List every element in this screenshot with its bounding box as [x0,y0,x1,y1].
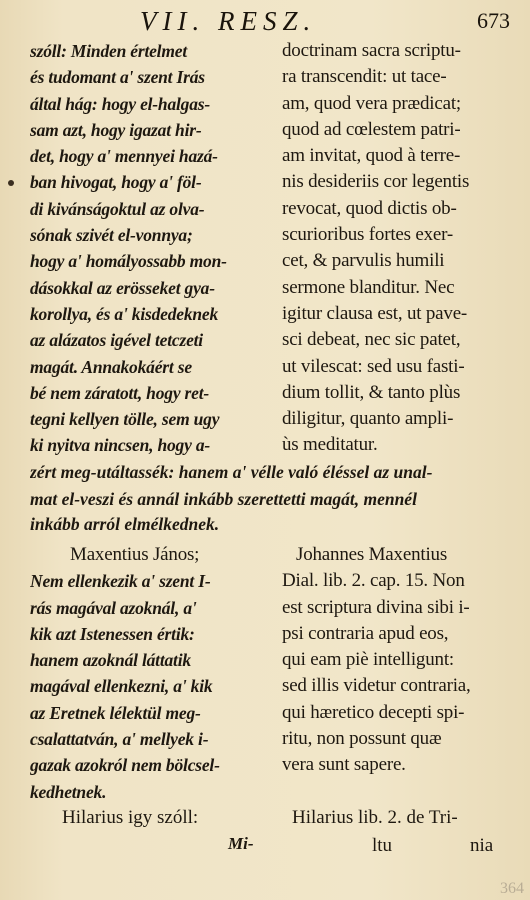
text-line: ritu, non possunt quæ [282,728,442,750]
text-line: ut vilescat: sed usu fasti- [282,355,465,377]
text-line: korollya, és a' kisdedeknek [30,303,219,324]
text-line: tegni kellyen tölle, sem ugy [30,409,220,430]
text-line: ra transcendit: ut tace- [282,66,447,88]
text-line: qui eam piè intelligunt: [282,649,454,671]
text-line: sónak szivét el-vonnya; [30,225,193,246]
text-line: az Eretnek lélektül meg- [30,702,201,723]
page-number: 673 [477,8,510,33]
text-line: sam azt, hogy igazat hir- [30,119,202,140]
text-line: által hág: hogy el-halgas- [30,93,211,114]
text-line: szóll: Minden értelmet [30,41,187,61]
text-line: ban hivogat, hogy a' föl- [30,172,202,193]
full-width-line: mat el-veszi és annál inkább szerettetti magát, mennél [30,489,417,509]
text-line: dium tollit, & tanto plùs [282,381,461,403]
text-line: Dial. lib. 2. cap. 15. Non [282,570,465,592]
right-final-line: Hilarius lib. 2. de Tri- [292,807,458,828]
full-width-line: zért meg-utáltassék: hanem a' vélle való éléssel az unal- [30,462,433,482]
full-width-line: inkább arról elmélkednek. [30,514,220,534]
text-line: az alázatos igével tetczeti [30,330,203,351]
text-line: sermone blanditur. Nec [282,276,455,298]
text-line: hanem azoknál láttatik [30,650,191,671]
page-header [0,2,530,40]
text-line: nis desideriis cor legentis [282,171,470,193]
text-line: scurioribus fortes exer- [282,224,454,246]
text-line: am invitat, quod à terre- [282,145,461,167]
text-line: magát. Annakokáért se [30,356,192,377]
text-line: Nem ellenkezik a' szent I- [30,571,211,592]
text-line: vera sunt sapere. [282,754,406,776]
margin-dot [8,180,14,186]
text-line: ùs meditatur. [282,434,378,456]
text-line: quod ad cœlestem patri- [282,118,461,140]
text-line: kedhetnek. [30,781,107,802]
text-line: rás magával azoknál, a' [30,597,197,618]
text-line: és tudomant a' szent Irás [30,67,205,88]
text-line: qui hæretico decepti spi- [282,701,465,723]
catchword-right-2: nia [470,835,494,856]
text-line: gazak azokról nem bölcsel- [30,755,220,776]
left-column-hungarian [30,38,270,459]
catchword-right-1: ltu [372,835,393,856]
text-line: doctrinam sacra scriptu- [282,40,461,61]
pencil-note: 364 [500,880,524,897]
right-column-latin [282,38,508,459]
text-line: hogy a' homályossabb mon- [30,251,227,272]
text-line: cet, & parvulis humili [282,250,445,272]
text-line: sci debeat, nec sic patet, [282,329,461,351]
running-head: VII. RESZ. [140,6,317,36]
text-line: ki nyitva nincsen, hogy a- [30,435,211,456]
text-line: dásokkal az erösseket gya- [30,277,215,298]
text-line: revocat, quod dictis ob- [282,197,457,219]
text-line: magával ellenkezni, a' kik [30,676,213,697]
text-line: det, hogy a' mennyei hazá- [30,146,218,167]
catchword-left: Mi- [228,834,254,853]
text-line: bé nem záratott, hogy ret- [30,382,210,403]
text-line: Maxentius János; [70,544,200,565]
text-line: sed illis videtur contraria, [282,675,471,697]
text-line: diligitur, quanto ampli- [282,408,454,430]
text-line: igitur clausa est, ut pave- [282,302,468,324]
text-line: kik azt Istenessen értik: [30,623,195,644]
text-line: est scriptura divina sibi i- [282,596,470,618]
text-line: di kivánságoktul az olva- [30,198,205,219]
text-line: am, quod vera prædicat; [282,92,462,114]
right-column-block-2 [282,542,508,779]
left-column-block-2 [30,542,270,805]
text-line: csalattatván, a' mellyek i- [30,729,209,750]
text-line: Johannes Maxentius [296,544,448,565]
text-line: psi contraria apud eos, [282,622,449,644]
left-final-line: Hilarius igy szóll: [62,807,199,828]
